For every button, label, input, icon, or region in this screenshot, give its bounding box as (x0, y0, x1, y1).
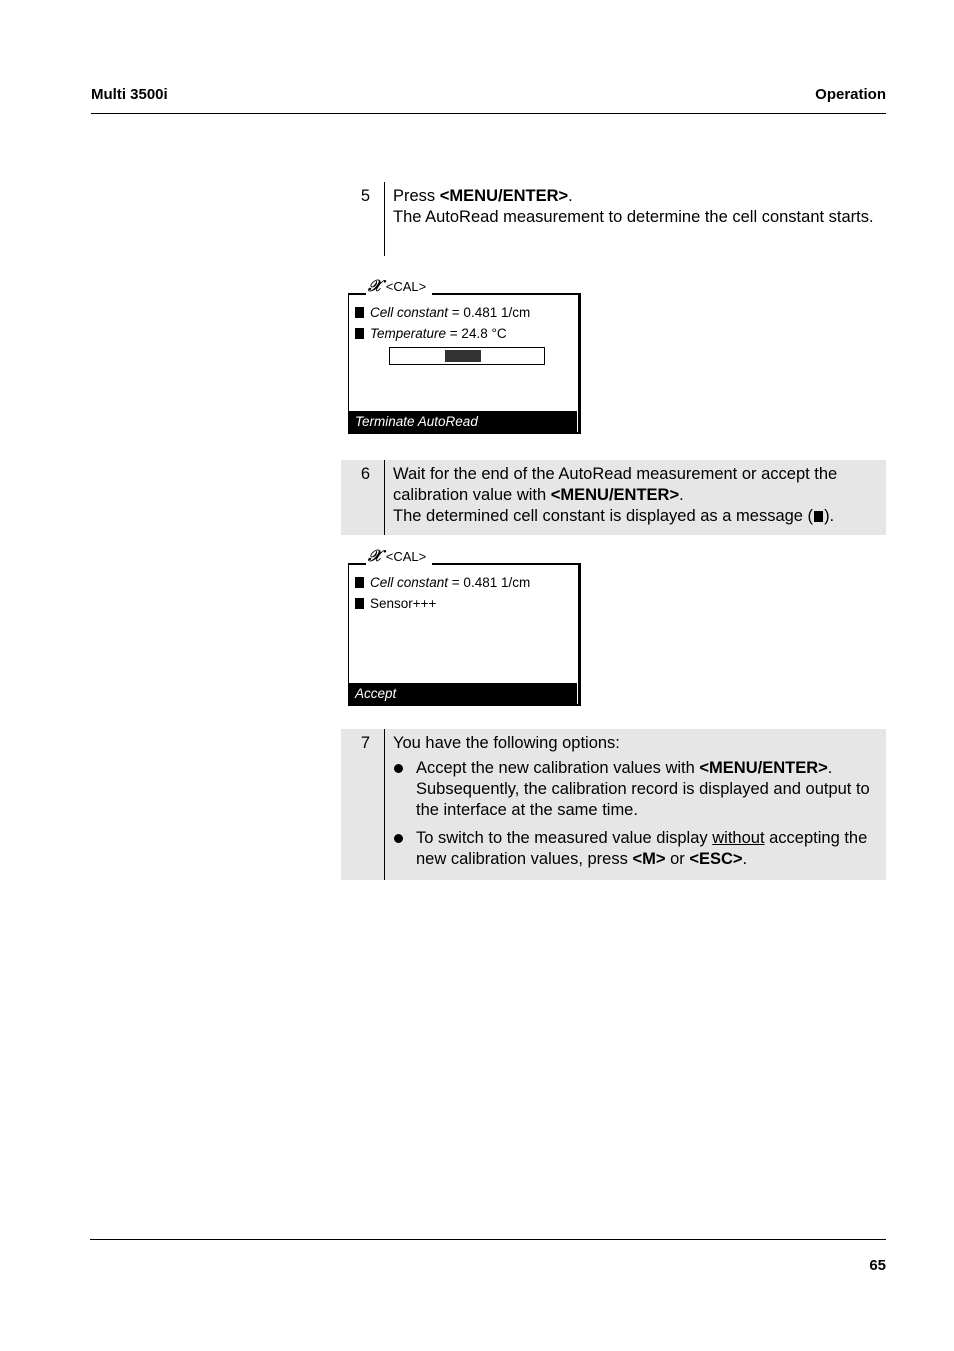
running-header-section: Operation (815, 86, 886, 103)
step-divider (384, 729, 385, 880)
calibration-icon: 𝒳 (368, 546, 382, 565)
step-5 (341, 182, 886, 256)
step-text: Wait for the end of the AutoRead measurement or accept the calibration value with (393, 465, 838, 504)
step-text: Accept the new calibration values with (416, 759, 700, 777)
step-text: Press (393, 187, 440, 205)
key-menu-enter: <MENU/ENTER> (550, 486, 680, 504)
message-marker-icon (355, 307, 364, 318)
screen-title (366, 546, 432, 566)
step-text: To switch to the measured value display (416, 829, 713, 847)
step-text: You have the following options: (393, 734, 620, 752)
step-number: 6 (360, 465, 370, 483)
step-7 (341, 729, 886, 880)
page-number: 65 (869, 1257, 886, 1274)
display-screen-autoread (348, 293, 581, 434)
display-row-temperature (355, 326, 507, 341)
step-number: 7 (360, 734, 370, 752)
running-header-title: Multi 3500i (91, 86, 168, 103)
label: Temperature (370, 326, 447, 341)
bullet-icon (394, 834, 403, 843)
step-body (393, 186, 886, 228)
message-marker-icon (355, 328, 364, 339)
step-text: . (742, 850, 748, 868)
list-item (393, 828, 876, 870)
value: = 24.8 °C (446, 326, 507, 341)
step-text: ). (824, 507, 835, 525)
label: Cell constant (370, 305, 449, 320)
step-text: or (665, 850, 690, 868)
value: = 0.481 1/cm (448, 575, 531, 590)
display-row-sensor (355, 596, 436, 611)
options-list (393, 758, 876, 870)
step-text: The determined cell constant is displayed as a message ( (393, 507, 814, 525)
step-text: . (679, 486, 684, 504)
step-divider (384, 182, 385, 256)
step-body (393, 733, 886, 870)
header-rule (91, 113, 886, 114)
value: Sensor+++ (370, 596, 437, 611)
label: Cell constant (370, 575, 449, 590)
progress-fill (445, 350, 481, 362)
step-number: 5 (360, 187, 370, 205)
screen-title-text: <CAL> (385, 549, 427, 564)
list-item (393, 758, 876, 821)
screen-title-text: <CAL> (385, 279, 427, 294)
display-row-cell-constant (355, 575, 530, 590)
step-text: . Subsequently, the calibration record is displayed and output to the interface at the same time. (416, 759, 870, 819)
value: = 0.481 1/cm (448, 305, 531, 320)
message-marker-icon (355, 598, 364, 609)
step-body (393, 464, 886, 527)
step-6 (341, 460, 886, 535)
display-row-cell-constant (355, 305, 530, 320)
key-esc: <ESC> (689, 850, 743, 868)
softkey-terminate-autoread[interactable]: Terminate AutoRead (349, 411, 577, 432)
display-screen-result (348, 563, 581, 706)
message-marker-icon (355, 577, 364, 588)
emphasis-text: without (712, 829, 765, 847)
bullet-icon (394, 764, 403, 773)
autoread-progress-bar (389, 347, 545, 365)
step-divider (384, 460, 385, 535)
message-marker-icon (814, 511, 823, 522)
step-text: . (568, 187, 573, 205)
footer-rule (90, 1239, 886, 1240)
step-text: The AutoRead measurement to determine the cell constant starts. (393, 208, 874, 226)
calibration-icon: 𝒳 (368, 276, 382, 295)
key-menu-enter: <MENU/ENTER> (699, 759, 828, 777)
key-menu-enter: <MENU/ENTER> (439, 187, 569, 205)
step-text: accepting the new calibration values, press (416, 829, 868, 868)
key-m: <M> (632, 850, 666, 868)
softkey-accept[interactable]: Accept (349, 683, 577, 704)
screen-title (366, 276, 432, 296)
